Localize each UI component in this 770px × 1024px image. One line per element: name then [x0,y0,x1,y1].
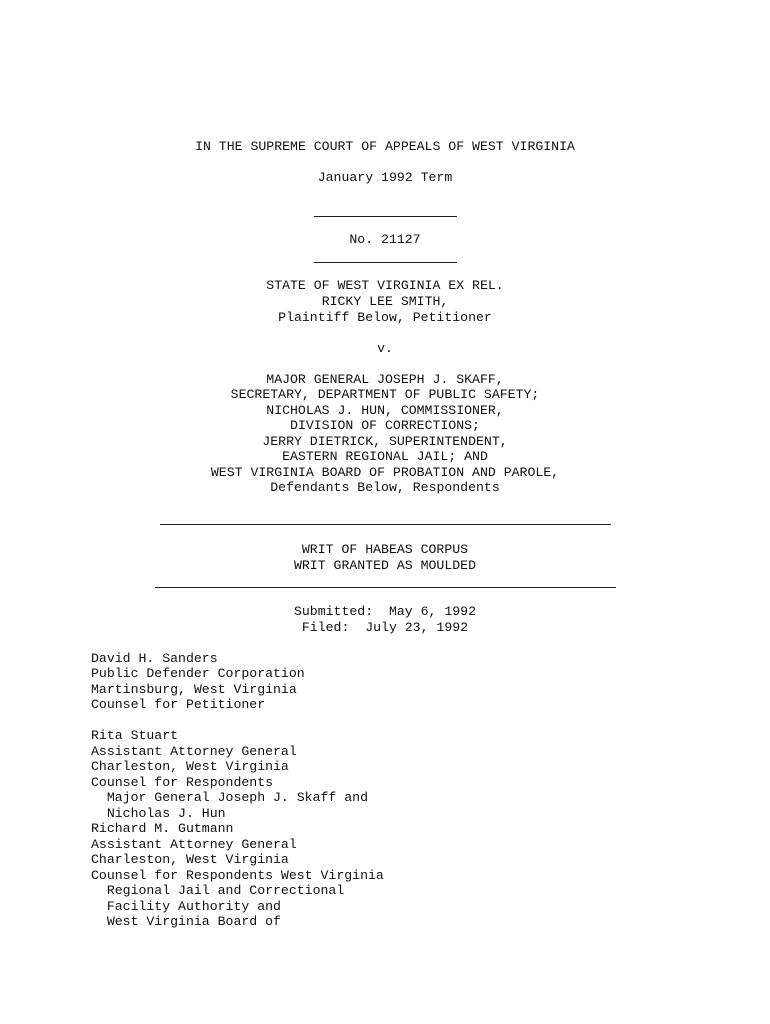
case-number-bottom-rule [314,262,457,263]
counsel-respondents-1-name: Rita Stuart [91,728,179,743]
counsel-respondents-1-line-6: Nicholas J. Hun [91,806,226,821]
counsel-petitioner-line-3: Martinsburg, West Virginia [91,682,297,697]
counsel-respondents-1-line-5: Major General Joseph J. Skaff and [91,790,368,805]
respondent-line-7: WEST VIRGINIA BOARD OF PROBATION AND PAROLE, [210,465,560,480]
submitted-date: Submitted: May 6, 1992 [293,604,477,619]
counsel-respondents-2-line-6: Facility Authority and [91,899,281,914]
respondent-line-5: JERRY DIETRICK, SUPERINTENDENT, [262,434,508,449]
case-number-top-rule [314,216,457,217]
filed-date: Filed: July 23, 1992 [301,620,469,635]
petitioner-line-2: RICKY LEE SMITH, [321,294,449,309]
section-rule-2 [155,587,616,588]
respondent-line-3: NICHOLAS J. HUN, COMMISSIONER, [266,403,504,418]
proceeding-disposition: WRIT GRANTED AS MOULDED [293,558,477,573]
petitioner-line-3: Plaintiff Below, Petitioner [278,310,492,325]
case-number: No. 21127 [349,232,421,247]
counsel-respondents-2-line-2: Assistant Attorney General [91,837,297,852]
counsel-respondents-1-line-4: Counsel for Respondents [91,775,274,790]
counsel-respondents-1-line-2: Assistant Attorney General [91,744,297,759]
section-rule-1 [160,524,611,525]
court-name: IN THE SUPREME COURT OF APPEALS OF WEST VIRGINIA [195,139,575,154]
respondent-line-1: MAJOR GENERAL JOSEPH J. SKAFF, [266,372,504,387]
respondent-line-8: Defendants Below, Respondents [270,480,500,495]
counsel-respondents-2-name: Richard M. Gutmann [91,821,234,836]
counsel-respondents-2-line-4: Counsel for Respondents West Virginia [91,868,384,883]
court-term: January 1992 Term [317,170,453,185]
counsel-respondents-2-line-5: Regional Jail and Correctional [91,883,345,898]
counsel-respondents-2-line-7: West Virginia Board of [91,914,281,929]
proceeding-type: WRIT OF HABEAS CORPUS [301,542,469,557]
petitioner-line-1: STATE OF WEST VIRGINIA EX REL. [266,278,504,293]
counsel-petitioner-line-2: Public Defender Corporation [91,666,305,681]
counsel-petitioner-line-4: Counsel for Petitioner [91,697,266,712]
respondent-line-2: SECRETARY, DEPARTMENT OF PUBLIC SAFETY; [230,387,540,402]
counsel-respondents-2-line-3: Charleston, West Virginia [91,852,289,867]
versus: v. [377,341,393,356]
counsel-petitioner-name: David H. Sanders [91,651,218,666]
counsel-respondents-1-line-3: Charleston, West Virginia [91,759,289,774]
respondent-line-6: EASTERN REGIONAL JAIL; AND [282,449,488,464]
respondent-line-4: DIVISION OF CORRECTIONS; [290,418,480,433]
